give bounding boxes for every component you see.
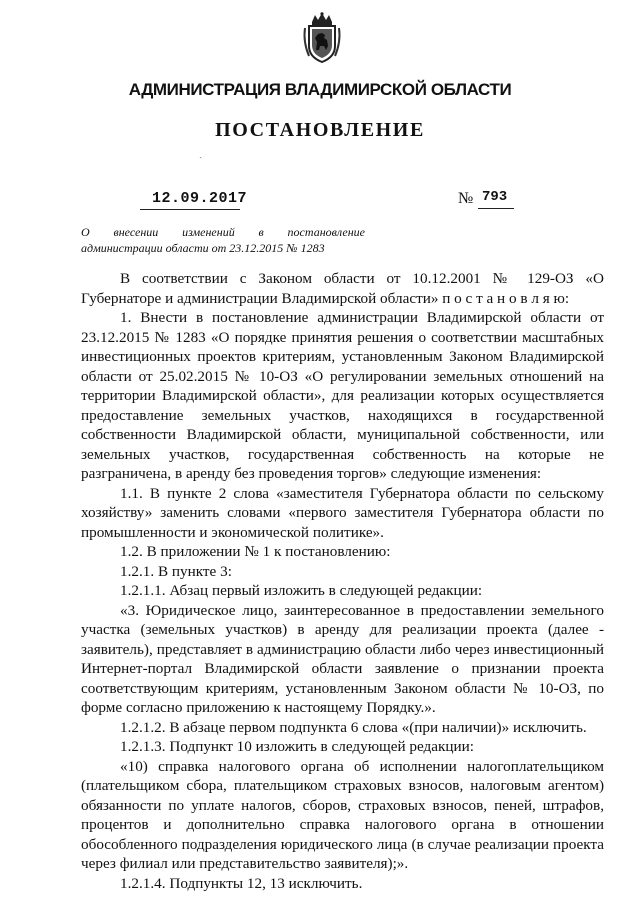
paragraph-1-2-1: 1.2.1. В пункте 3:: [120, 562, 232, 580]
paragraph-1-2-1-2: 1.2.1.2. В абзаце первом подпункта 6 слова «(при наличии)» исключить.: [120, 718, 587, 736]
document-type-title: ПОСТАНОВЛЕНИЕ: [215, 119, 425, 141]
paragraph-1-2: 1.2. В приложении № 1 к постановлению:: [120, 543, 391, 560]
paragraph-1-2-1-3: 1.2.1.3. Подпункт 10 изложить в следующей редакции:: [120, 738, 474, 755]
paragraph-1: 1. Внести в постановление администрации Владимирской области от 23.12.2015 № 1283 «О порядке принятия решения о соответствии масштабных инвестиционных проектов критериям, установленным Законом Владимирской области от 25.02.2015 № 10-ОЗ «О регулировании земельных отношений на территории Владимирской области», для реализации которых осуществляется предоставление земельных участков, находящихся в государственной собственности Владимирской области, муниципальной собственности, или земельных участков, государственная собственность на которые не разграничена, в аренду без проведения торгов» следующие изменения:: [81, 309, 604, 482]
date-underline: [140, 209, 240, 210]
document-number: 793: [482, 189, 508, 205]
coat-of-arms-icon: [301, 12, 343, 64]
paragraph-quote-10: «10) справка налогового органа об исполнении налогоплательщиком (плательщиком сбора, плательщиком страховых взносов, налоговым агентом) обязанности по уплате налогов, сборов, страховых взносов, пеней, штрафов, процентов и дополнительно справка налогового органа в отношении обособленного подразделения юридического лица (в случае реализации проекта через филиал или представительство заявителя);».: [81, 757, 604, 872]
subject-line-2: администрации области от 23.12.2015 № 1283: [81, 241, 325, 255]
subject-line-1: О внесении изменений в постановление: [81, 225, 365, 239]
document-subject: [81, 224, 365, 256]
document-body: [81, 269, 604, 893]
number-label: №: [458, 190, 474, 207]
document-date: 12.09.2017: [152, 190, 248, 207]
stray-mark: ˎ: [199, 148, 203, 159]
paragraph-1-2-1-4: 1.2.1.4. Подпункты 12, 13 исключить.: [120, 874, 363, 892]
paragraph-1-2-1-1: 1.2.1.1. Абзац первый изложить в следующей редакции:: [120, 582, 483, 599]
paragraph-preamble: В соответствии с Законом области от 10.12.2001 № 129-ОЗ «О Губернаторе и администрации Владимирской области» п о с т а н о в л я ю:: [81, 270, 604, 307]
paragraph-1-1: 1.1. В пункте 2 слова «заместителя Губернатора области по сельскому хозяйству» заменить словами «первого заместителя Губернатора области по промышленности и экономической политике».: [81, 484, 604, 541]
number-underline: [478, 208, 514, 209]
organization-title: АДМИНИСТРАЦИЯ ВЛАДИМИРСКОЙ ОБЛАСТИ: [128, 80, 512, 99]
paragraph-quote-3: «3. Юридическое лицо, заинтересованное в предоставлении земельного участка (земельных участков) в аренду для реализации проекта (далее - заявитель), представляет в администрацию области либо через инвестиционный Интернет-портал Владимирской области заявление о признании проекта соответствующим критериям, установленным Законом области № 10-ОЗ, по форме согласно приложению к настоящему Порядку.».: [81, 601, 604, 716]
